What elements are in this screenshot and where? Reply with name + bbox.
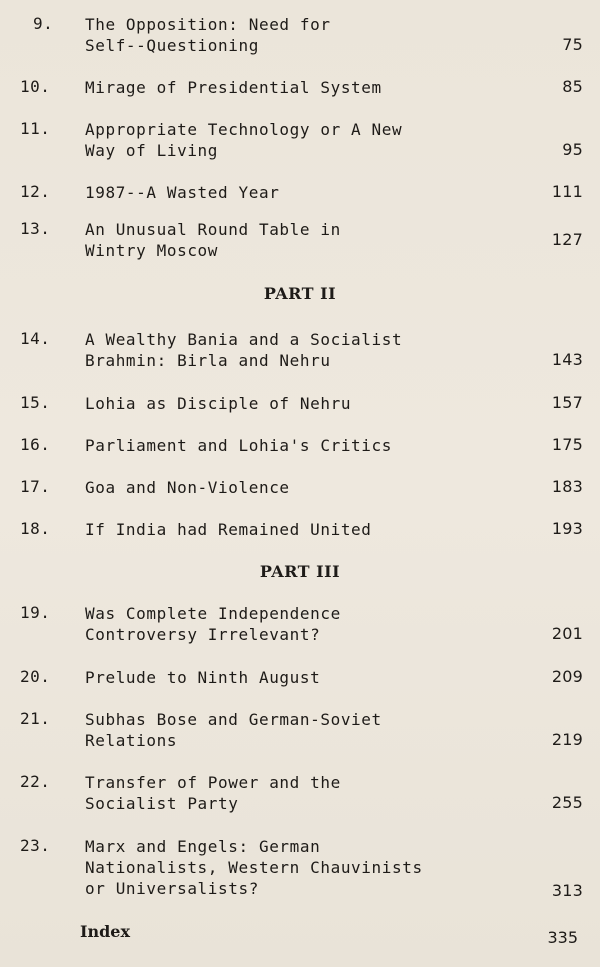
entry-title: [85, 182, 505, 203]
entry-number: 15.: [20, 393, 51, 412]
entry-number: 13.: [20, 219, 51, 238]
entry-title-line: Self--Questioning: [85, 36, 259, 55]
entry-number: 10.: [20, 77, 51, 96]
entry-page-number: 175: [551, 435, 583, 454]
entry-page-number: 75: [562, 35, 583, 54]
entry-title: [85, 329, 505, 371]
entry-title-line: Socialist Party: [85, 794, 239, 813]
entry-title-line: or Universalists?: [85, 879, 259, 898]
entry-title-line: Marx and Engels: German: [85, 837, 321, 856]
part-heading: PART II: [263, 284, 337, 303]
entry-title-line: If India had Remained United: [85, 520, 372, 539]
entry-title-line: Parliament and Lohia's Critics: [85, 436, 392, 455]
entry-page-number: 219: [551, 730, 583, 749]
entry-title-line: Wintry Moscow: [85, 241, 219, 260]
entry-title-line: Subhas Bose and German-Soviet: [85, 710, 382, 729]
entry-number: 19.: [20, 603, 51, 622]
entry-title-line: An Unusual Round Table in: [85, 220, 341, 239]
entry-page-number: 313: [551, 881, 583, 900]
entry-title: [85, 119, 505, 161]
entry-title: [85, 667, 505, 688]
index-label: Index: [80, 922, 131, 941]
entry-title-line: Way of Living: [85, 141, 219, 160]
entry-title: [85, 836, 505, 899]
entry-title-line: Lohia as Disciple of Nehru: [85, 394, 352, 413]
index-page-number: 335: [547, 928, 578, 947]
entry-title: [85, 709, 505, 751]
entry-title-line: A Wealthy Bania and a Socialist: [85, 330, 403, 349]
entry-page-number: 183: [551, 477, 583, 496]
entry-number: 11.: [20, 119, 51, 138]
entry-page-number: 209: [551, 667, 583, 686]
entry-number: 14.: [20, 329, 51, 348]
entry-number: 22.: [20, 772, 51, 791]
entry-page-number: 157: [551, 393, 583, 412]
entry-number: 18.: [20, 519, 51, 538]
entry-title-line: The Opposition: Need for: [85, 15, 331, 34]
entry-title-line: Transfer of Power and the: [85, 773, 341, 792]
entry-title: [85, 393, 505, 414]
entry-title-line: Controversy Irrelevant?: [85, 625, 321, 644]
entry-title-line: Mirage of Presidential System: [85, 78, 382, 97]
entry-page-number: 85: [562, 77, 583, 96]
entry-title: [85, 477, 505, 498]
entry-title-line: Was Complete Independence: [85, 604, 341, 623]
entry-page-number: 95: [562, 140, 583, 159]
entry-number: 17.: [20, 477, 51, 496]
entry-page-number: 201: [551, 624, 583, 643]
entry-title: [85, 435, 505, 456]
entry-page-number: 143: [551, 350, 583, 369]
entry-title-line: Prelude to Ninth August: [85, 668, 321, 687]
entry-number: 16.: [20, 435, 51, 454]
entry-title-line: 1987--A Wasted Year: [85, 183, 280, 202]
entry-title-line: Nationalists, Western Chauvinists: [85, 858, 423, 877]
entry-title-line: Relations: [85, 731, 178, 750]
entry-title-line: Brahmin: Birla and Nehru: [85, 351, 331, 370]
entry-page-number: 127: [551, 230, 583, 249]
entry-title: [85, 772, 505, 814]
entry-title: [85, 519, 505, 540]
entry-page-number: 255: [551, 793, 583, 812]
entry-title: [85, 14, 505, 56]
entry-page-number: 111: [551, 182, 583, 201]
entry-title-line: Goa and Non-Violence: [85, 478, 290, 497]
part-heading: PART III: [259, 562, 341, 581]
entry-title-line: Appropriate Technology or A New: [85, 120, 403, 139]
entry-number: 23.: [20, 836, 51, 855]
entry-number: 20.: [20, 667, 51, 686]
entry-title: [85, 603, 505, 645]
entry-page-number: 193: [551, 519, 583, 538]
entry-number: 9.: [33, 14, 54, 33]
entry-title: [85, 219, 505, 261]
entry-number: 12.: [20, 182, 51, 201]
entry-title: [85, 77, 505, 98]
entry-number: 21.: [20, 709, 51, 728]
